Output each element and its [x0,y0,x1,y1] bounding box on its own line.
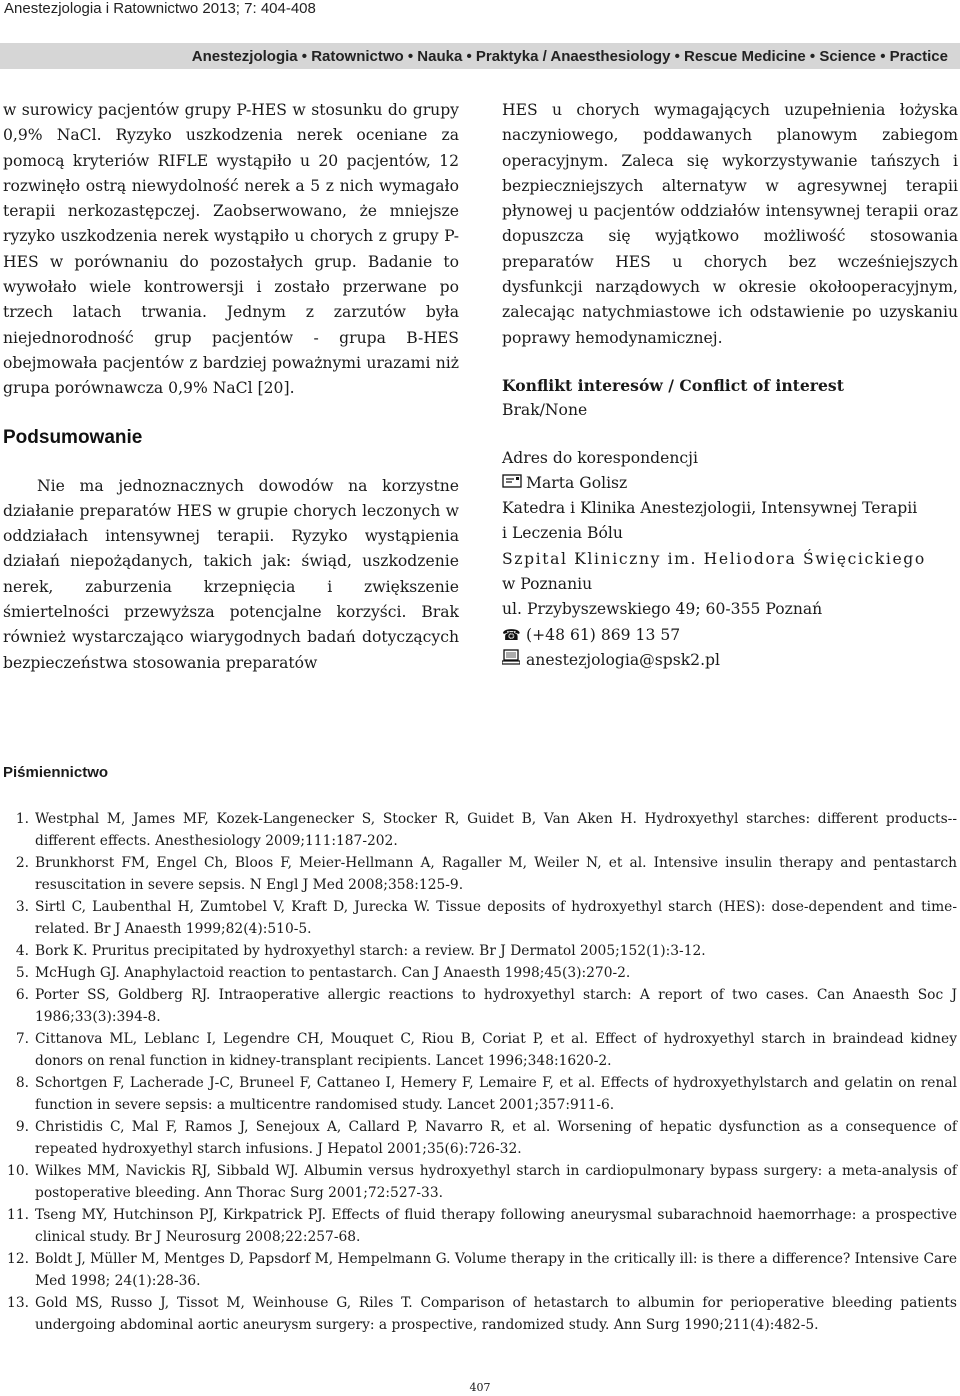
references-title: Piśmiennictwo [3,764,109,781]
reference-text: Christidis C, Mal F, Ramos J, Senejoux A, Callard P, Navarro R, et al. Worsening of hepatic dysfunction as a consequence of repeated hydroxyethyl starch infusions. J Hepatol 2001;35(6):726-32. [35,1119,957,1157]
reference-text: Brunkhorst FM, Engel Ch, Bloos F, Meier-Hellmann A, Ragaller M, Weiler N, et al. Intensive insulin therapy and pentastarch resuscitation in severe sepsis. N Engl J Med 2008;358:125-9. [35,855,957,893]
email-line [502,648,958,673]
journal-header-band [0,43,960,69]
correspondence-block [502,446,958,674]
department-line-1: Katedra i Klinika Anestezjologii, Intensywnej Terapii [502,499,918,518]
reference-item [3,896,957,940]
reference-text: Porter SS, Goldberg RJ. Intraoperative allergic reactions to hydroxyethyl starch: A report of two cases. Can Anaesth Soc J 1986;33(3):394-8. [35,987,957,1025]
results-paragraph: w surowicy pacjentów grupy P-HES w stosunku do grupy 0,9% NaCl. Ryzyko uszkodzenia nerek oceniane za pomocą kryteriów RIFLE wystąpiło u 20 pacjentów, 12 rozwinęło ostrą niewydolność nerek a 5 z nich wymagało terapii nerkozastępczej. Zaobserwowano, że mniejsze ryzyko uszkodzenia nerek wystąpiło u chorych z grupy P-HES w porównaniu do pozostałych grup. Badanie to wywołało wiele kontrowersji i zostało przerwane po trzech latach trwania. Jednym z zarzutów była niejednorodność grup pacjentów - grupa B-HES obejmowała pacjentów z bardziej poważnymi urazami niż grupa porównawcza 0,9% NaCl [20]. [3,101,459,398]
reference-item [3,1160,957,1204]
reference-number: 8. [15,1075,29,1091]
reference-number: 7. [15,1031,29,1047]
reference-text: Westphal M, James MF, Kozek-Langenecker S, Stocker R, Guidet B, Van Aken H. Hydroxyethyl starches: different products--different effects. Anesthesiology 2009;111:187-202. [35,811,957,849]
envelope-icon [502,471,526,496]
reference-number: 13. [7,1295,29,1311]
phone-number: (+48 61) 869 13 57 [526,625,681,644]
summary-paragraph: Nie ma jednoznacznych dowodów na korzystne działanie preparatów HES w grupie chorych leczonych w oddziałach intensywnej terapii. Ryzyko wystąpienia działań niepożądanych, takich jak: świąd, uszkodzenie nerek, zaburzenia krzepnięcia i zwiększenie śmiertelności przewyższa potencjalne korzyści. Brak również wystarczająco wiarygodnych badań dotyczących bezpieczeństwa stosowania preparatów [3,476,459,672]
right-column [502,98,958,673]
reference-text: Bork K. Pruritus precipitated by hydroxyethyl starch: a review. Br J Dermatol 2005;152(1):3-12. [35,943,706,959]
reference-number: 10. [7,1163,29,1179]
reference-text: Sirtl C, Laubenthal H, Zumtobel V, Kraft D, Jurecka W. Tissue deposits of hydroxyethyl starch (HES): dose-dependent and time-related. Br J Anaesth 1999;82(4):510-5. [35,899,957,937]
reference-text: Boldt J, Müller M, Mentges D, Papsdorf M, Hempelmann G. Volume therapy in the critically ill: is there a difference? Intensive Care Med 1998; 24(1):28-36. [35,1251,957,1289]
department-line-2: i Leczenia Bólu [502,524,623,543]
email-address[interactable]: anestezjologia@spsk2.pl [526,650,721,669]
reference-number: 4. [15,943,29,959]
reference-number: 3. [15,899,29,915]
reference-item [3,1072,957,1116]
reference-item [3,940,957,962]
reference-number: 2. [15,855,29,871]
reference-item [3,1204,957,1248]
hospital-line-1: Szpital Kliniczny im. Heliodora Święcickiego [502,549,926,568]
journal-header-text: Anestezjologia • Ratownictwo • Nauka • Praktyka / Anaesthesiology • Rescue Medicine • Science • Practice [191,47,948,65]
reference-number: 12. [7,1251,29,1267]
conclusion-paragraph: HES u chorych wymagających uzupełnienia łożyska naczyniowego, poddawanych planowym zabiegom operacyjnym. Zaleca się wykorzystywanie tańszych i bezpieczniejszych alternatyw w agresywnej terapii płynowej u pacjentów oddziałów intensywnej terapii oraz dopuszcza się wyjątkowo możliwość stosowania preparatów HES u chorych bez wcześniejszych dysfunkcji narządowych w okresie okołooperacyjnym, zalecając natychmiastowe ich odstawienie po uzyskaniu poprawy hemodynamicznej. [502,101,958,347]
reference-text: Wilkes MM, Navickis RJ, Sibbald WJ. Albumin versus hydroxyethyl starch in cardiopulmonary bypass surgery: a meta-analysis of postoperative bleeding. Ann Thorac Surg 2001;72:527-33. [35,1163,957,1201]
reference-text: Gold MS, Russo J, Tissot M, Weinhouse G, Riles T. Comparison of hetastarch to albumin for perioperative bleeding patients undergoing abdominal aortic aneurysm surgery: a prospective, randomized study. Ann Surg 1990;211(4):482-5. [35,1295,957,1333]
summary-heading: Podsumowanie [3,426,143,448]
references-list [3,808,957,1336]
phone-icon: ☎ [502,625,521,644]
reference-number: 6. [15,987,29,1003]
conflict-value: Brak/None [502,401,588,420]
reference-text: Schortgen F, Lacherade J-C, Bruneel F, Cattaneo I, Hemery F, Lemaire F, et al. Effects of hydroxyethylstarch and gelatin on renal function in severe sepsis: a multicentre randomised study. Lancet 2001;357:911-6. [35,1075,957,1113]
computer-icon [502,648,526,673]
phone-line [502,623,958,648]
reference-number: 11. [7,1207,29,1223]
conflict-title: Konflikt interesów / Conflict of interest [502,375,844,395]
reference-item [3,1248,957,1292]
reference-text: McHugh GJ. Anaphylactoid reaction to pentastarch. Can J Anaesth 1998;45(3):270-2. [35,965,631,981]
reference-number: 9. [15,1119,29,1135]
reference-text: Cittanova ML, Leblanc I, Legendre CH, Mouquet C, Riou B, Coriat P, et al. Effect of hydroxyethyl starch in braindead kidney donors on renal function in kidney-transplant recipients. Lancet 1996;348:1620-2. [35,1031,957,1069]
author-name-line [502,471,958,496]
left-column [3,98,459,676]
page-number: 407 [469,1381,491,1394]
reference-item [3,808,957,852]
author-name: Marta Golisz [526,473,628,492]
correspondence-title: Adres do korespondencji [502,448,698,467]
journal-reference: Anestezjologia i Ratownictwo 2013; 7: 404-408 [4,0,316,17]
reference-item [3,852,957,896]
reference-text: Tseng MY, Hutchinson PJ, Kirkpatrick PJ. Effects of fluid therapy following aneurysmal subarachnoid haemorrhage: a prospective clinical study. Br J Neurosurg 2008;22:257-68. [35,1207,957,1245]
reference-number: 1. [15,811,29,827]
reference-item [3,1028,957,1072]
summary-section [3,474,459,676]
reference-item [3,1292,957,1336]
reference-item [3,984,957,1028]
hospital-line-2: w Poznaniu [502,575,593,594]
reference-item [3,1116,957,1160]
reference-item [3,962,957,984]
reference-number: 5. [15,965,29,981]
street-address: ul. Przybyszewskiego 49; 60-355 Poznań [502,600,823,619]
